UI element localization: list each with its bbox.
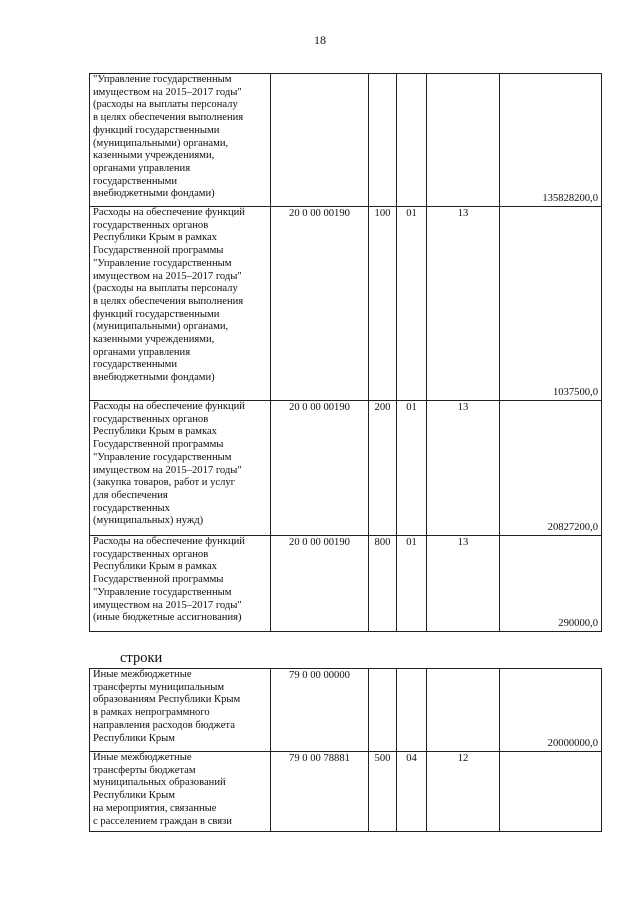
description-line: внебюджетными фондами): [93, 372, 215, 384]
description-line: "Управление государственным: [93, 586, 232, 598]
expense-type-code: [369, 74, 397, 207]
section-label: строки: [120, 650, 163, 666]
description-line: органами управления: [93, 162, 191, 174]
row-description: [90, 74, 271, 207]
description-line: Государственной программы: [93, 439, 224, 451]
table-row: [90, 669, 602, 752]
description-line: государственными: [93, 175, 178, 187]
description-line: функций государственными: [93, 124, 220, 136]
page-number: 18: [314, 33, 326, 47]
description-line: направления расходов бюджета: [93, 719, 235, 731]
target-article-code: 20 0 00 00190: [271, 536, 369, 632]
description-line: в целях обеспечения выполнения: [93, 295, 244, 307]
description-line: для обеспечения: [93, 489, 168, 501]
description-line: казенными учреждениями,: [93, 150, 215, 162]
description-line: "Управление государственным: [93, 257, 232, 269]
budget-table-top: [89, 73, 602, 632]
description-line: Республики Крым: [93, 790, 175, 802]
table-row: [90, 207, 602, 401]
table-row: [90, 401, 602, 536]
description-line: государственных органов: [93, 219, 209, 231]
target-article-code: 20 0 00 00190: [271, 207, 369, 401]
description-line: (иные бюджетные ассигнования): [93, 612, 242, 624]
description-line: внебюджетными фондами): [93, 188, 215, 200]
subsection-code: [427, 669, 500, 752]
row-description: [90, 207, 271, 401]
description-line: органами управления: [93, 346, 191, 358]
description-line: муниципальных образований: [93, 777, 226, 789]
description-line: имуществом на 2015–2017 годы": [93, 270, 242, 282]
description-line: имуществом на 2015–2017 годы": [93, 86, 242, 98]
row-description: [90, 401, 271, 536]
subsection-code: [427, 74, 500, 207]
amount: 290000,0: [500, 536, 602, 632]
table-row: [90, 752, 602, 832]
description-line: государственными: [93, 359, 178, 371]
table-row: [90, 536, 602, 632]
amount: 1037500,0: [500, 207, 602, 401]
row-description: [90, 669, 271, 752]
description-line: "Управление государственным: [93, 74, 232, 85]
description-line: Иные межбюджетные: [93, 752, 192, 763]
description-line: (муниципальными) органами,: [93, 137, 229, 149]
subsection-code: 13: [427, 207, 500, 401]
budget-table-bottom: [89, 668, 602, 832]
description-line: Республики Крым в рамках: [93, 232, 217, 244]
expense-type-code: 100: [369, 207, 397, 401]
description-line: Иные межбюджетные: [93, 669, 192, 680]
amount: 20827200,0: [500, 401, 602, 536]
expense-type-code: 200: [369, 401, 397, 536]
description-line: Государственной программы: [93, 245, 224, 257]
description-line: (расходы на выплаты персоналу: [93, 283, 238, 295]
row-description: [90, 536, 271, 632]
target-article-code: 20 0 00 00190: [271, 401, 369, 536]
amount: [500, 752, 602, 832]
description-line: в рамках непрограммного: [93, 707, 210, 719]
subsection-code: 13: [427, 536, 500, 632]
description-line: казенными учреждениями,: [93, 334, 215, 346]
description-line: Республики Крым в рамках: [93, 561, 217, 573]
description-line: (расходы на выплаты персоналу: [93, 99, 238, 111]
expense-type-code: [369, 669, 397, 752]
description-line: на мероприятия, связанные: [93, 802, 217, 814]
description-line: трансферты муниципальным: [93, 681, 225, 693]
section-code: [397, 74, 427, 207]
description-line: имуществом на 2015–2017 годы": [93, 599, 242, 611]
section-code: 01: [397, 207, 427, 401]
table-row: [90, 74, 602, 207]
target-article-code: 79 0 00 78881: [271, 752, 369, 832]
description-line: имуществом на 2015–2017 годы": [93, 464, 242, 476]
description-line: государственных органов: [93, 548, 209, 560]
description-line: образованиям Республики Крым: [93, 694, 241, 706]
description-line: Государственной программы: [93, 574, 224, 586]
description-line: в целях обеспечения выполнения: [93, 112, 244, 124]
description-line: (муниципальных) нужд): [93, 515, 204, 527]
description-line: трансферты бюджетам: [93, 764, 196, 776]
description-line: функций государственными: [93, 308, 220, 320]
subsection-code: 12: [427, 752, 500, 832]
description-line: государственных: [93, 502, 170, 514]
description-line: (муниципальными) органами,: [93, 321, 229, 333]
description-line: Расходы на обеспечение функций: [93, 401, 245, 412]
subsection-code: 13: [427, 401, 500, 536]
expense-type-code: 800: [369, 536, 397, 632]
description-line: "Управление государственным: [93, 451, 232, 463]
section-code: [397, 669, 427, 752]
section-code: 01: [397, 536, 427, 632]
description-line: Расходы на обеспечение функций: [93, 536, 245, 547]
target-article-code: [271, 74, 369, 207]
description-line: (закупка товаров, работ и услуг: [93, 477, 236, 489]
description-line: Республики Крым в рамках: [93, 426, 217, 438]
row-description: [90, 752, 271, 832]
section-code: 04: [397, 752, 427, 832]
expense-type-code: 500: [369, 752, 397, 832]
amount: 20000000,0: [500, 669, 602, 752]
target-article-code: 79 0 00 00000: [271, 669, 369, 752]
description-line: Республики Крым: [93, 732, 175, 744]
amount: 135828200,0: [500, 74, 602, 207]
description-line: государственных органов: [93, 413, 209, 425]
description-line: с расселением граждан в связи: [93, 815, 232, 827]
description-line: Расходы на обеспечение функций: [93, 207, 245, 218]
section-code: 01: [397, 401, 427, 536]
